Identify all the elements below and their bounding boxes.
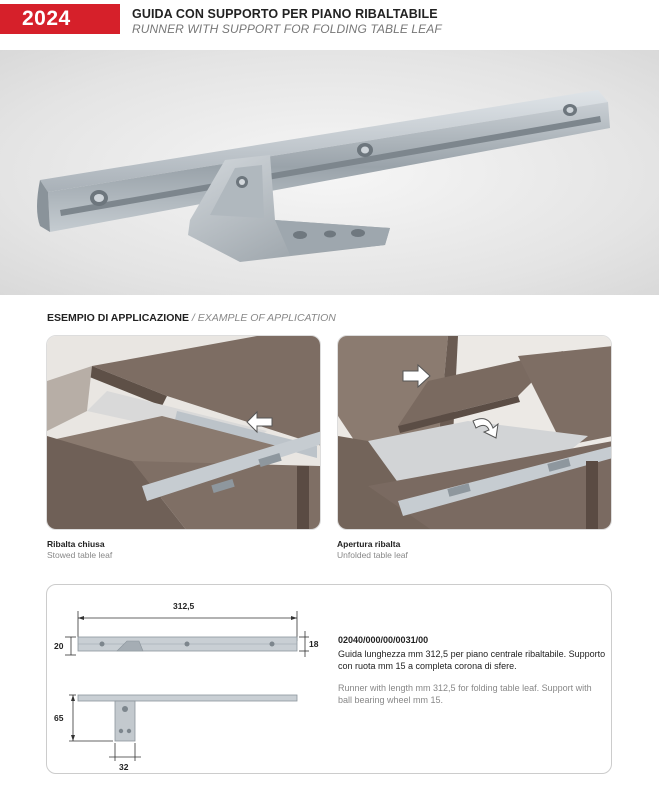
caption-stowed-en: Stowed table leaf <box>47 550 113 560</box>
section-title-en: EXAMPLE OF APPLICATION <box>197 312 336 324</box>
section-title-separator: / <box>188 312 198 324</box>
caption-unfolded-en: Unfolded table leaf <box>337 550 408 560</box>
runner-illustration <box>0 50 659 295</box>
dimension-height-left: 20 <box>54 641 64 651</box>
section-title <box>47 312 336 324</box>
description-en: Runner with length mm 312,5 for folding table leaf. Support with ball bearing wheel mm 15. <box>338 683 592 705</box>
application-photo-unfolded <box>337 335 612 530</box>
dimension-height-right: 18 <box>309 639 319 649</box>
dimension-length: 312,5 <box>173 601 195 611</box>
dimension-support-height: 65 <box>54 713 64 723</box>
product-hero-image <box>0 50 659 295</box>
application-photo-stowed <box>46 335 321 530</box>
product-code-badge: 2024 <box>0 4 120 34</box>
caption-stowed-it: Ribalta chiusa <box>47 539 105 549</box>
technical-drawing-box <box>46 584 612 774</box>
description-it: Guida lunghezza mm 312,5 per piano centrale ribaltabile. Supporto con ruota mm 15 a completa corona di sfere. <box>338 649 606 671</box>
header <box>0 0 659 42</box>
product-title-it: GUIDA CON SUPPORTO PER PIANO RIBALTABILE <box>132 7 438 21</box>
caption-unfolded-it: Apertura ribalta <box>337 539 401 549</box>
product-title-en: RUNNER WITH SUPPORT FOR FOLDING TABLE LEAF <box>132 22 442 36</box>
dimension-support-width: 32 <box>119 762 129 772</box>
section-title-it: ESEMPIO DI APPLICAZIONE <box>47 312 189 324</box>
technical-drawing <box>47 585 612 774</box>
article-code: 02040/000/00/0031/00 <box>338 635 429 645</box>
